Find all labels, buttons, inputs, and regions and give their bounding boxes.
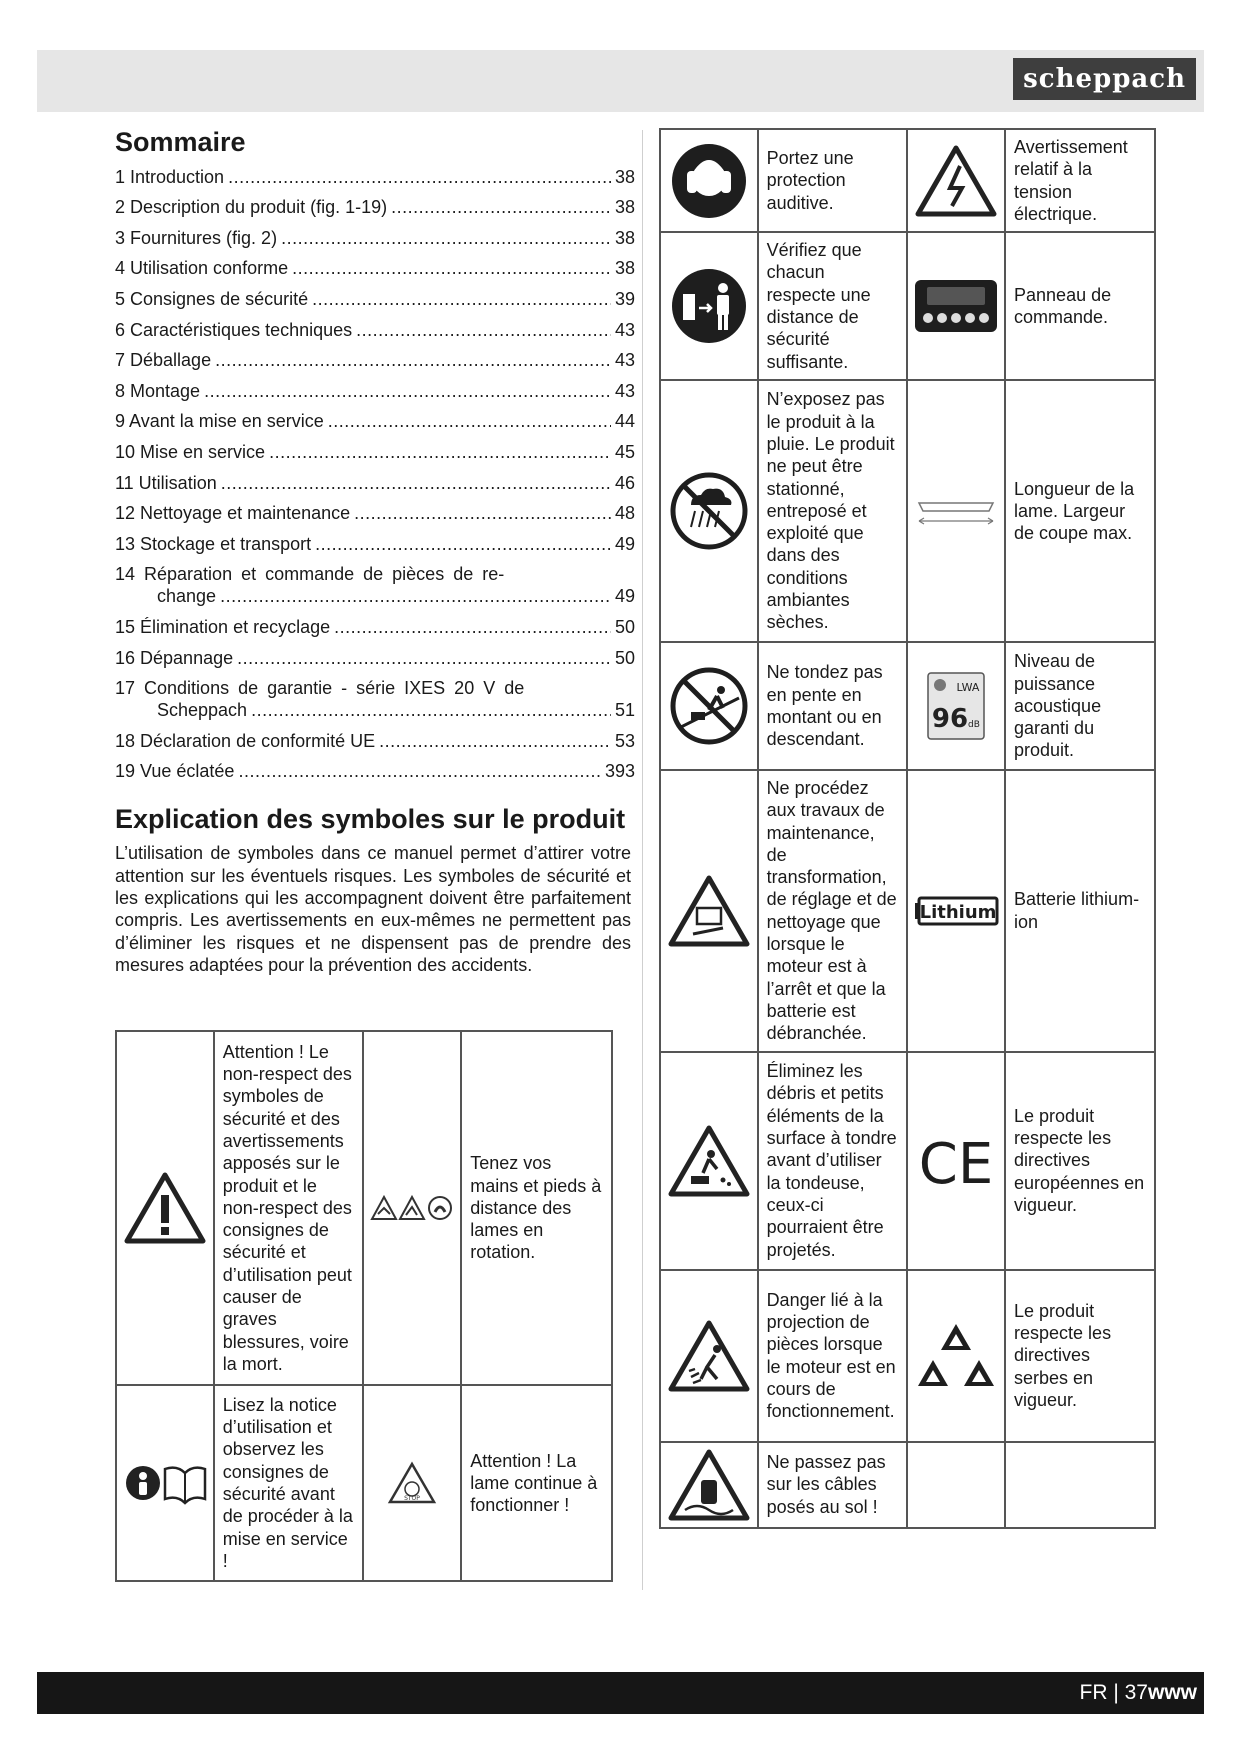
toc-item[interactable]: 17 Conditions de garantie - série IXES 20 V de Scheppach ..... 51 bbox=[115, 677, 635, 721]
toc-item[interactable]: 16 Dépannage ..... 50 bbox=[115, 647, 635, 669]
ce-mark-icon bbox=[907, 1052, 1005, 1270]
electric-voltage-icon bbox=[907, 129, 1005, 232]
toc-item[interactable]: 1 Introduction ..... 38 bbox=[115, 166, 635, 188]
symbol-text: Le produit respecte les directives européennes en vigueur. bbox=[1005, 1052, 1155, 1270]
symbol-text: Lisez la notice d’utilisation et observez les consignes de sécurité avant de procéder à la mise en service ! bbox=[214, 1385, 364, 1581]
svg-text:STOP: STOP bbox=[404, 1495, 421, 1502]
read-manual-icon bbox=[116, 1385, 214, 1581]
toc-item[interactable]: 18 Déclaration de conformité UE ..... 53 bbox=[115, 730, 635, 752]
blade-continues-icon bbox=[363, 1385, 461, 1581]
svg-text:CE: CE bbox=[918, 1131, 994, 1193]
serbian-conformity-icon bbox=[907, 1270, 1005, 1442]
symbol-text: Ne procédez aux travaux de maintenance, de transformation, de réglage et de nettoyage que lorsque le moteur est à l’arrêt et que la batterie est débranchée. bbox=[758, 770, 908, 1052]
no-slope-mowing-icon bbox=[660, 642, 758, 770]
toc-item[interactable]: 13 Stockage et transport ..... 49 bbox=[115, 533, 635, 555]
svg-text:LWA: LWA bbox=[956, 680, 980, 694]
symbol-text: Attention ! La lame continue à fonctionner ! bbox=[461, 1385, 612, 1581]
control-panel-icon bbox=[907, 232, 1005, 380]
toc-item[interactable]: 2 Description du produit (fig. 1-19) ..... 38 bbox=[115, 196, 635, 218]
symbols-title: Explication des symboles sur le produit bbox=[115, 804, 626, 835]
toc-list bbox=[115, 166, 635, 783]
empty-cell bbox=[1005, 1442, 1155, 1528]
toc-item[interactable]: 15 Élimination et recyclage ..... 50 bbox=[115, 616, 635, 638]
ear-protection-icon bbox=[660, 129, 758, 232]
symbol-text: Ne passez pas sur les câbles posés au sol ! bbox=[758, 1442, 908, 1528]
toc-item[interactable]: 12 Nettoyage et maintenance ..... 48 bbox=[115, 502, 635, 524]
svg-text:dB: dB bbox=[968, 719, 981, 730]
left-symbol-table bbox=[115, 1030, 613, 1582]
svg-text:Lithium: Lithium bbox=[919, 901, 997, 923]
column-divider bbox=[642, 130, 643, 1590]
symbols-intro: L’utilisation de symboles dans ce manuel permet d’attirer votre attention sur les éventuels risques. Les symboles de sécurité et les explications qui les accompagnent doivent être parfaitement compris. Les avertissements en eux-mêmes ne permettent pas d’éliminer les risques et ne dispensent pas de prendre des mesures adaptées pour la prévention des accidents. bbox=[115, 843, 631, 975]
symbol-text: Éliminez les débris et petits éléments de la surface à tondre avant d’utiliser la tondeuse, ceux-ci pourraient être projetés. bbox=[758, 1052, 908, 1270]
lithium-battery-icon bbox=[907, 770, 1005, 1052]
symbol-text: Tenez vos mains et pieds à distance des lames en rotation. bbox=[461, 1031, 612, 1385]
maintenance-warning-icon bbox=[660, 770, 758, 1052]
symbol-text: Batterie lithium-ion bbox=[1005, 770, 1155, 1052]
no-rain-icon bbox=[660, 380, 758, 642]
symbol-text: Le produit respecte les directives serbes en vigueur. bbox=[1005, 1270, 1155, 1442]
symbol-text: Avertissement relatif à la tension électrique. bbox=[1005, 129, 1155, 232]
blade-hazard-icons bbox=[363, 1031, 461, 1385]
symbol-text: Vérifiez que chacun respecte une distance de sécurité suffisante. bbox=[758, 232, 908, 380]
toc-item[interactable]: 3 Fournitures (fig. 2) ..... 38 bbox=[115, 227, 635, 249]
toc-item[interactable]: 14 Réparation et commande de pièces de re- change ..... 49 bbox=[115, 563, 635, 607]
symbol-text: Attention ! Le non-respect des symboles de sécurité et des avertissements apposés sur le produit et le non-respect des consignes de sécurité et d’utilisation peut causer de graves blessures, voire la mort. bbox=[214, 1031, 364, 1385]
toc-item[interactable]: 4 Utilisation conforme ..... 38 bbox=[115, 257, 635, 279]
brand-logo: scheppach bbox=[1013, 58, 1196, 100]
toc-item[interactable]: 6 Caractéristiques techniques ..... 43 bbox=[115, 319, 635, 341]
footer-band bbox=[37, 1672, 1204, 1714]
symbol-text: Ne tondez pas en pente en montant ou en descendant. bbox=[758, 642, 908, 770]
right-symbol-table bbox=[659, 128, 1156, 1529]
symbol-text: N’exposez pas le produit à la pluie. Le produit ne peut être stationné, entreposé et exploité que dans des conditions ambiantes sèches. bbox=[758, 380, 908, 642]
blade-length-icon bbox=[907, 380, 1005, 642]
svg-text:96: 96 bbox=[932, 703, 969, 734]
symbol-text: Longueur de la lame. Largeur de coupe max. bbox=[1005, 380, 1155, 642]
toc-item[interactable]: 7 Déballage ..... 43 bbox=[115, 349, 635, 371]
left-column bbox=[115, 128, 635, 976]
toc-title: Sommaire bbox=[115, 127, 246, 157]
page-number: FR | 37www bbox=[1079, 1681, 1197, 1704]
empty-cell bbox=[907, 1442, 1005, 1528]
symbol-text: Panneau de commande. bbox=[1005, 232, 1155, 380]
toc-item[interactable]: 11 Utilisation ..... 46 bbox=[115, 472, 635, 494]
cable-warning-icon bbox=[660, 1442, 758, 1528]
toc-item[interactable]: 19 Vue éclatée ..... 393 bbox=[115, 760, 635, 782]
safety-distance-icon bbox=[660, 232, 758, 380]
sound-power-icon bbox=[907, 642, 1005, 770]
toc-item[interactable]: 8 Montage ..... 43 bbox=[115, 380, 635, 402]
warning-triangle-icon bbox=[116, 1031, 214, 1385]
symbol-text: Niveau de puissance acoustique garanti du produit. bbox=[1005, 642, 1155, 770]
symbol-text: Portez une protection auditive. bbox=[758, 129, 908, 232]
debris-warning-icon bbox=[660, 1052, 758, 1270]
toc-item[interactable]: 10 Mise en service ..... 45 bbox=[115, 441, 635, 463]
toc-item[interactable]: 5 Consignes de sécurité ..... 39 bbox=[115, 288, 635, 310]
symbol-text: Danger lié à la projection de pièces lorsque le moteur est en cours de fonctionnement. bbox=[758, 1270, 908, 1442]
toc-item[interactable]: 9 Avant la mise en service ..... 44 bbox=[115, 410, 635, 432]
projection-warning-icon bbox=[660, 1270, 758, 1442]
